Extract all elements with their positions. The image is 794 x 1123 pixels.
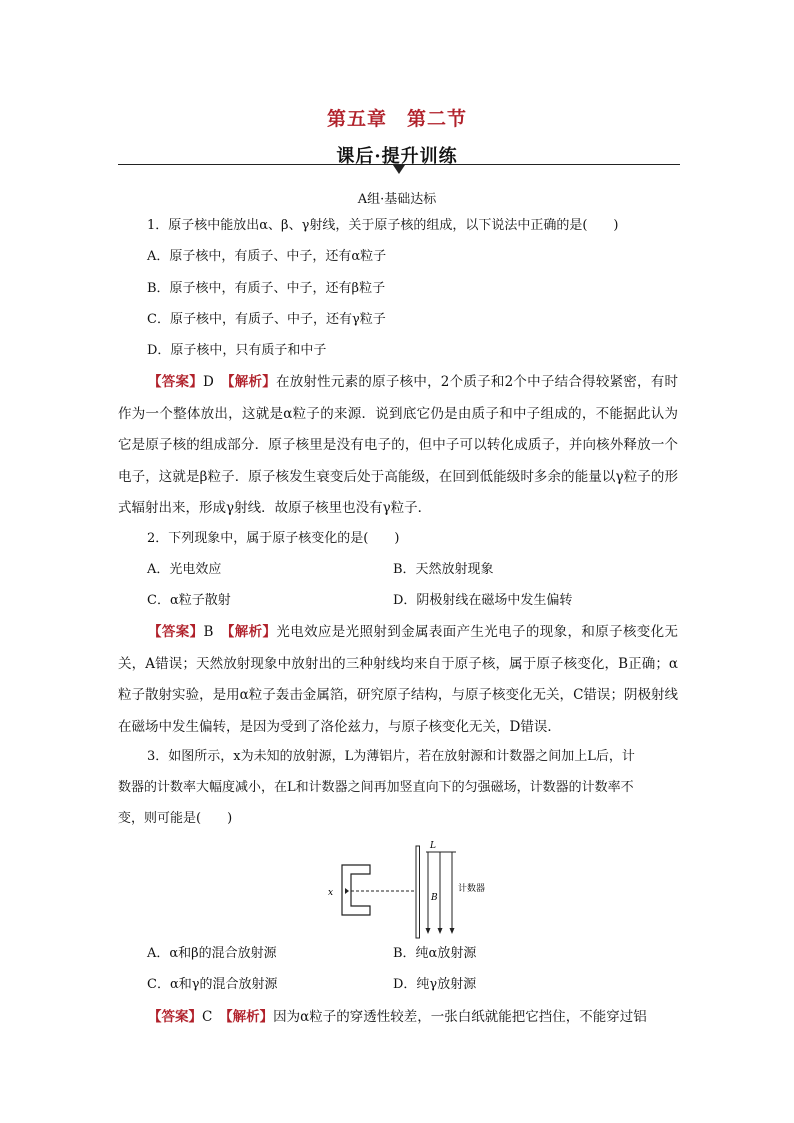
q3-stem-line1: 3．如图所示，x为未知的放射源，L为薄铝片，若在放射源和计数器之间加上L后，计	[147, 749, 635, 764]
figure-label-counter: 计数器	[458, 884, 486, 894]
q1-answer-tag: 【答案】	[148, 374, 203, 390]
q3-answer-tag: 【答案】	[148, 1009, 202, 1025]
source-marker-icon	[345, 888, 349, 894]
q2-option-d: D．阴极射线在磁场中发生偏转	[393, 593, 573, 608]
magnetic-field-lines	[426, 852, 455, 934]
figure-label-l: L	[430, 841, 436, 851]
q3-option-d: D．纯γ放射源	[393, 977, 477, 992]
q2-answer: B	[203, 624, 214, 640]
q1-analysis-tag: 【解析】	[227, 374, 276, 390]
foil-plate-l	[416, 846, 420, 938]
group-heading: A组·基础达标	[357, 192, 437, 207]
q1-option-c: C．原子核中，有质子、中子，还有γ粒子	[147, 312, 386, 327]
q1-answer-block	[118, 367, 678, 525]
figure-label-b: B	[431, 893, 438, 903]
q3-stem-line3: 变，则可能是( )	[118, 811, 233, 826]
q1-stem: 1．原子核中能放出α、β、γ射线，关于原子核的组成，以下说法中正确的是( )	[147, 218, 619, 233]
q3-option-c: C．α和γ的混合放射源	[147, 977, 278, 992]
q3-stem-line2: 数器的计数率大幅度减小，在L和计数器之间再加竖直向下的匀强磁场，计数器的计数率不	[118, 780, 634, 795]
q3-analysis: 因为α粒子的穿透性较差，一张白纸就能把它挡住，不能穿过铝	[273, 1009, 647, 1025]
q3-answer: C	[202, 1009, 213, 1025]
q2-analysis: 光电效应是光照射到金属表面产生光电子的现象，和原子核变化无关，A错误；天然放射现象中放射出的三种射线均来自于原子核，属于原子核变化，B正确；α粒子散射实验，是用α粒子轰击金属箔，研究原子结构，与原子核变化无关，C错误；阴极射线在磁场中发生偏转，是因为受到了洛伦兹力，与原子核变化无关，D错误．	[118, 624, 679, 735]
q3-apparatus-figure	[326, 838, 496, 940]
q3-answer-block	[118, 1002, 678, 1034]
section-subtitle: 课后·提升训练	[336, 146, 458, 167]
q2-option-c: C．α粒子散射	[147, 593, 231, 608]
q1-option-a: A．原子核中，有质子、中子，还有α粒子	[147, 249, 387, 264]
q3-analysis-tag: 【解析】	[225, 1009, 274, 1025]
q2-answer-tag: 【答案】	[148, 624, 204, 640]
q3-option-a: A．α和β的混合放射源	[147, 946, 277, 961]
q1-option-d: D．原子核中，只有质子和中子	[147, 343, 327, 358]
q1-answer: D	[202, 374, 214, 390]
q2-option-a: A．光电效应	[147, 562, 222, 577]
q1-analysis: 在放射性元素的原子核中，2个质子和2个中子结合得较紧密，有时作为一个整体放出，这就是α粒子的来源．说到底它仍是由质子和中子组成的，不能据此认为它是原子核的组成部分．原子核里是没有电子的，但中子可以转化成质子，并向核外释放一个电子，这就是β粒子．原子核发生衰变后处于高能级，在回到低能级时多余的能量以γ粒子的形式辐射出来，形成γ射线．故原子核里也没有γ粒子．	[118, 374, 679, 516]
q2-analysis-tag: 【解析】	[227, 624, 277, 640]
q2-stem: 2．下列现象中，属于原子核变化的是( )	[147, 531, 400, 546]
divider-arrow-icon	[393, 165, 405, 174]
q2-answer-block	[118, 617, 678, 743]
q1-option-b: B．原子核中，有质子、中子，还有β粒子	[147, 281, 386, 296]
q2-option-b: B．天然放射现象	[393, 562, 494, 577]
q3-option-b: B．纯α放射源	[393, 946, 477, 961]
figure-label-x: x	[328, 888, 334, 898]
chapter-title: 第五章 第二节	[326, 108, 467, 130]
